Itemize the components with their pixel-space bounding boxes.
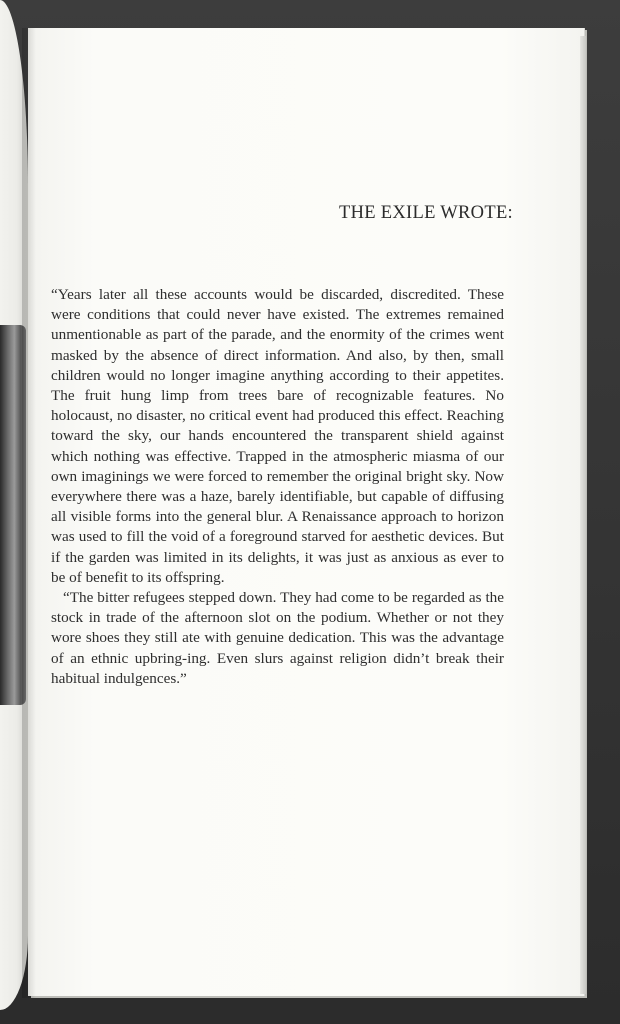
paragraph-1: “Years later all these accounts would be discarded, discredited. These were conditions that could never have existed. The extremes remained unmentionable as part of the parade, and the enormity of the crimes went masked by the absence of direct information. And also, by then, small children would no longer imagine anything according to their appetites. The fruit hung limp from trees bare of recognizable features. No holocaust, no disaster, no critical event had produced this effect. Reaching toward the sky, our hands encountered the transparent shield against which nothing was effective. Trapped in the atmospheric miasma of our own imaginings we were forced to remember the original bright sky. Now everywhere there was a haze, barely identifiable, but capable of diffusing all visible forms into the general blur. A Renaissance approach to horizon was used to fill the void of a foreground starved for aesthetic devices. But if the garden was limited in its delights, it was just as anxious as ever to be of benefit to its offspring.	[51, 286, 504, 586]
chapter-heading: THE EXILE WROTE:	[338, 203, 513, 223]
book-gutter-shadow	[22, 28, 36, 998]
page-stack-edge	[580, 36, 586, 994]
body-text	[51, 285, 504, 689]
paragraph-2: “The bitter refugees stepped down. They had come to be regarded as the stock in trade of the afternoon slot on the podium. Whether or not they wore shoes they still ate with genuine dedication. This was the advantage of an ethnic upbring-ing. Even slurs against religion didn’t break their habitual indulgences.”	[51, 589, 504, 687]
